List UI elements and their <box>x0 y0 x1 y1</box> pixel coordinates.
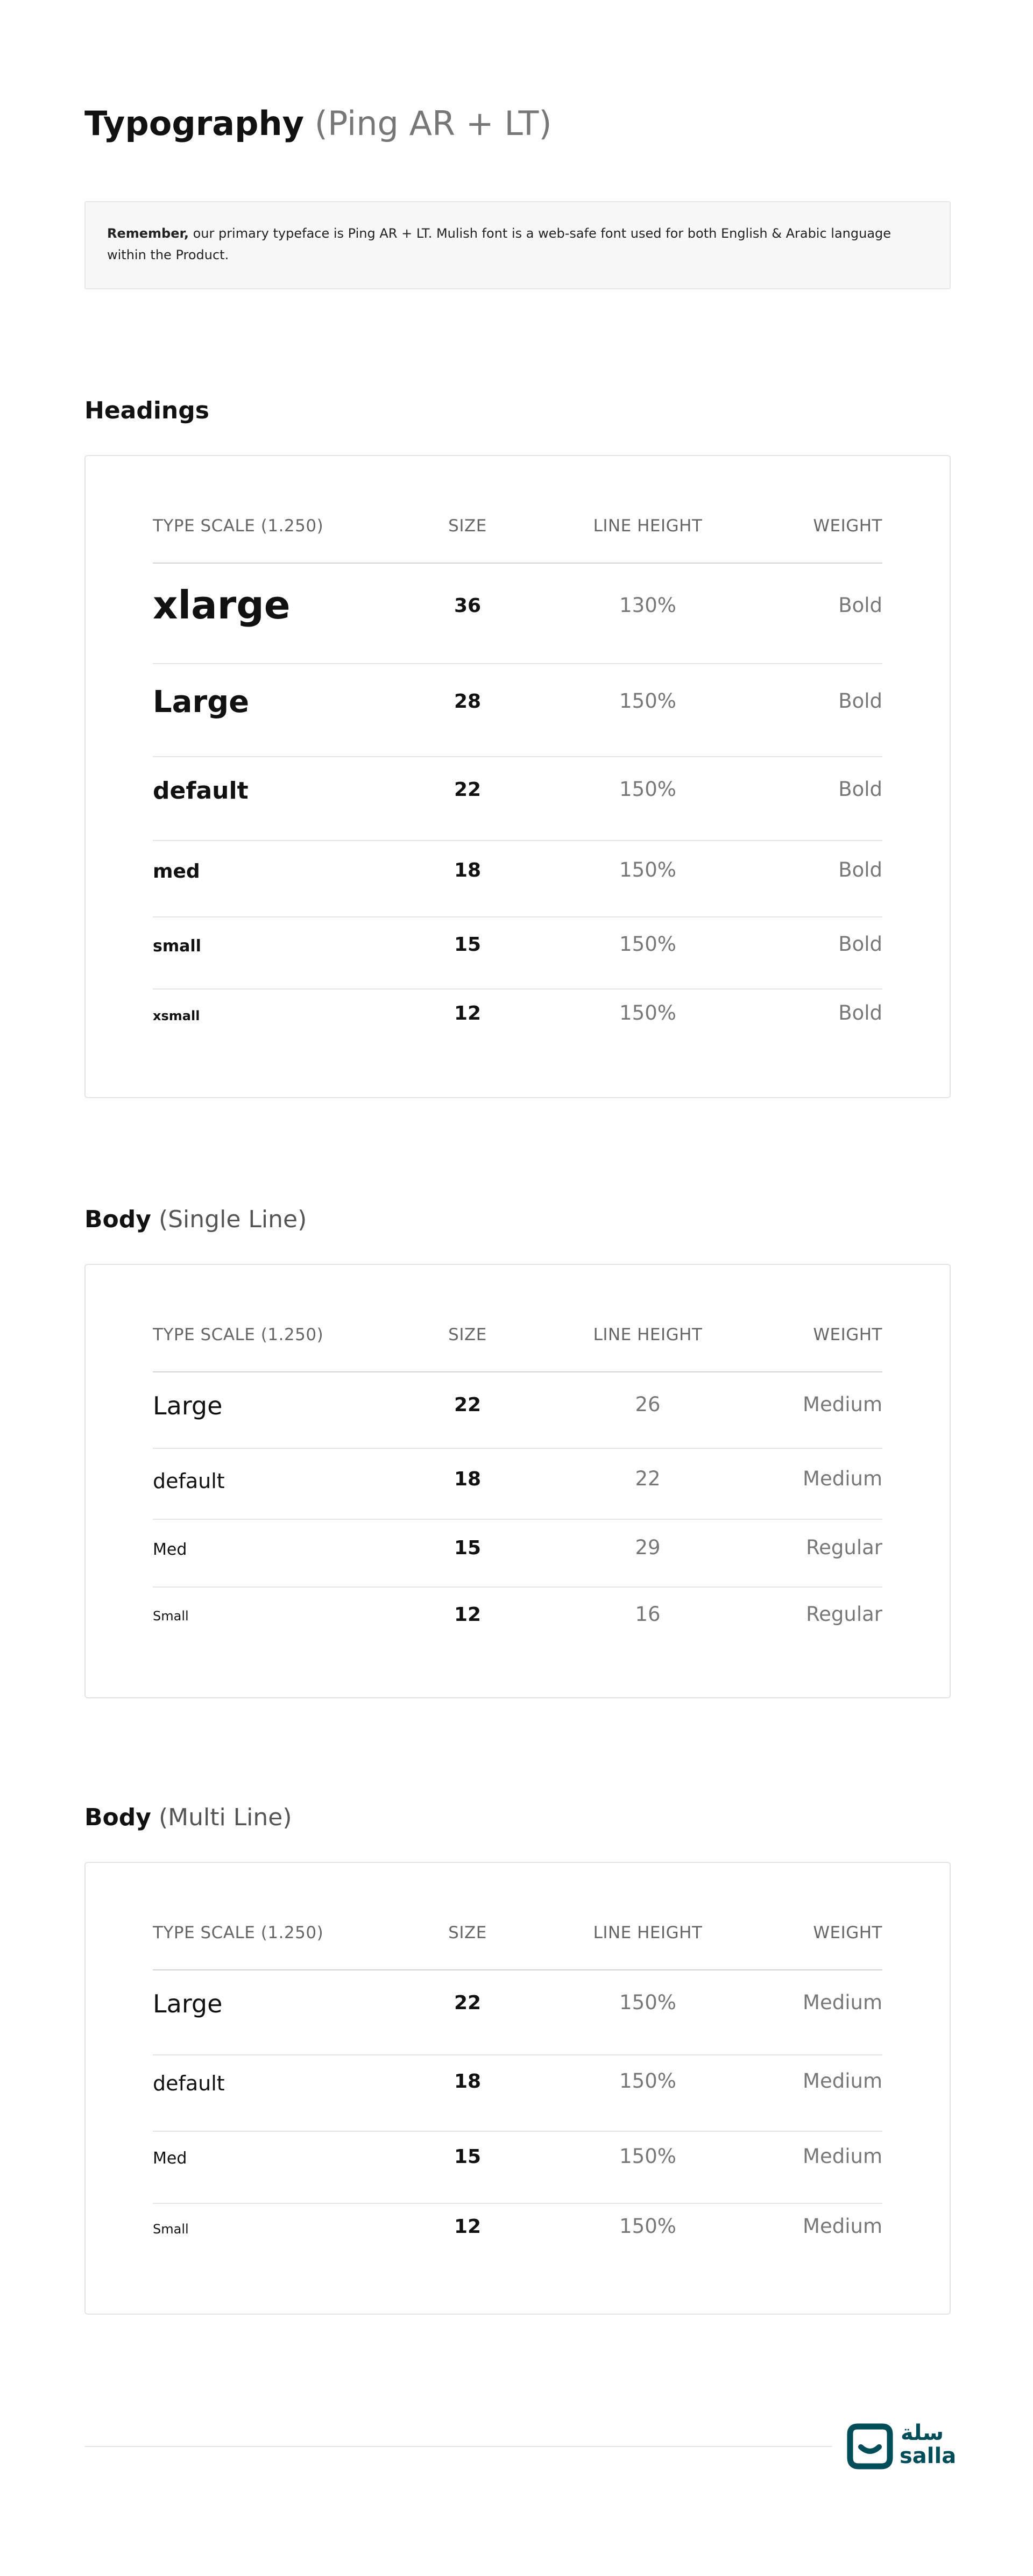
col-header-size-text: SIZE <box>448 516 487 536</box>
page-title <box>84 102 552 145</box>
body-row-name: Med <box>153 1540 187 1559</box>
header-divider <box>153 1969 882 1970</box>
heading-row-weight: Bold <box>838 858 882 881</box>
heading-row-size-text: 12 <box>454 1002 482 1024</box>
body-row-weight: Medium <box>803 2215 882 2238</box>
body-single-title-sub: (Single Line) <box>158 1206 307 1233</box>
body-multi-section-title <box>84 1803 292 1833</box>
body-row-name: default <box>153 2072 225 2095</box>
body-row-line-height-text: 150% <box>619 2145 676 2168</box>
heading-row-line-height-text: 130% <box>619 594 676 617</box>
body-row-weight: Regular <box>806 1603 882 1626</box>
heading-row-name: small <box>153 937 201 956</box>
col-header-weight: WEIGHT <box>813 1325 882 1344</box>
body-row-line-height-text: 150% <box>619 2069 676 2093</box>
body-single-section-title <box>84 1205 307 1235</box>
header-divider <box>153 563 882 564</box>
heading-row-name: xlarge <box>153 582 291 628</box>
heading-row-size-text: 15 <box>454 934 482 956</box>
body-row-name: Small <box>153 2222 189 2237</box>
row-divider <box>153 756 882 757</box>
body-row-name: Large <box>153 1989 223 2018</box>
heading-row-weight: Bold <box>838 689 882 713</box>
row-divider <box>153 840 882 841</box>
body-row-size-text: 18 <box>454 2070 482 2093</box>
body-row-size-text: 22 <box>454 1394 482 1416</box>
body-row-size-text: 15 <box>454 2146 482 2168</box>
row-divider <box>153 1519 882 1520</box>
body-row-weight: Medium <box>803 2069 882 2093</box>
row-divider <box>153 916 882 917</box>
body-row-name: Small <box>153 1609 189 1624</box>
page-title-subtitle: (Ping AR + LT) <box>314 104 552 143</box>
heading-row-size-text: 36 <box>454 595 482 617</box>
page-title-main: Typography <box>84 104 305 143</box>
body-row-size-text: 12 <box>454 1604 482 1626</box>
body-row-size-text: 22 <box>454 1992 482 2014</box>
headings-title-text: Headings <box>84 397 209 424</box>
headings-section-title <box>84 396 209 426</box>
row-divider <box>153 2203 882 2204</box>
col-header-type-scale: TYPE SCALE (1.250) <box>153 1325 324 1344</box>
heading-row-weight: Bold <box>838 933 882 956</box>
heading-row-name: xsmall <box>153 1008 200 1023</box>
heading-row-name: Large <box>153 685 250 720</box>
col-header-line-height-text: LINE HEIGHT <box>593 1325 703 1344</box>
typeface-note <box>84 201 951 289</box>
heading-row-line-height-text: 150% <box>619 689 676 713</box>
heading-row-line-height-text: 150% <box>619 778 676 801</box>
note-text: our primary typeface is Ping AR + LT. Mulish font is a web-safe font used for both English & Arabic language within the Product. <box>107 226 892 262</box>
row-divider <box>153 1586 882 1588</box>
body-row-line-height-text: 29 <box>635 1536 661 1559</box>
header-divider <box>153 1371 882 1372</box>
body-multi-title-main: Body <box>84 1804 151 1831</box>
body-row-weight: Medium <box>803 1393 882 1416</box>
col-header-size-text: SIZE <box>448 1923 487 1942</box>
heading-row-size-text: 28 <box>454 691 482 713</box>
body-row-line-height-text: 150% <box>619 1991 676 2014</box>
heading-row-line-height-text: 150% <box>619 933 676 956</box>
body-row-line-height-text: 26 <box>635 1393 661 1416</box>
row-divider <box>153 988 882 990</box>
body-row-size-text: 15 <box>454 1537 482 1559</box>
body-row-weight: Regular <box>806 1536 882 1559</box>
body-row-name: Large <box>153 1391 223 1420</box>
heading-row-weight: Bold <box>838 1001 882 1024</box>
body-row-name: default <box>153 1469 225 1493</box>
body-row-weight: Medium <box>803 2145 882 2168</box>
col-header-weight: WEIGHT <box>813 1923 882 1942</box>
col-header-line-height-text: LINE HEIGHT <box>593 516 703 536</box>
logo-latin-text: salla <box>900 2444 957 2468</box>
heading-row-weight: Bold <box>838 778 882 801</box>
row-divider <box>153 2131 882 2132</box>
logo-arabic-text: سلة <box>901 2421 944 2445</box>
body-multi-title-sub: (Multi Line) <box>158 1804 292 1831</box>
body-row-weight: Medium <box>803 1467 882 1490</box>
body-row-size-text: 18 <box>454 1468 482 1490</box>
heading-row-size-text: 18 <box>454 859 482 881</box>
body-single-table <box>84 1264 951 1698</box>
heading-row-size-text: 22 <box>454 779 482 801</box>
heading-row-line-height-text: 150% <box>619 1001 676 1024</box>
col-header-type-scale: TYPE SCALE (1.250) <box>153 516 324 536</box>
row-divider <box>153 1448 882 1449</box>
note-lead: Remember, <box>107 226 189 241</box>
body-row-line-height-text: 150% <box>619 2215 676 2238</box>
row-divider <box>153 2054 882 2055</box>
body-single-title-main: Body <box>84 1206 151 1233</box>
body-multi-table <box>84 1862 951 2315</box>
salla-logo <box>843 2420 957 2471</box>
body-row-line-height-text: 22 <box>635 1467 661 1490</box>
heading-row-name: med <box>153 860 200 883</box>
body-row-name: Med <box>153 2149 187 2168</box>
col-header-line-height-text: LINE HEIGHT <box>593 1923 703 1942</box>
heading-row-weight: Bold <box>838 594 882 617</box>
heading-row-name: default <box>153 777 249 805</box>
body-row-size-text: 12 <box>454 2216 482 2238</box>
col-header-size-text: SIZE <box>448 1325 487 1344</box>
col-header-weight: WEIGHT <box>813 516 882 536</box>
body-row-weight: Medium <box>803 1991 882 2014</box>
row-divider <box>153 663 882 664</box>
col-header-type-scale: TYPE SCALE (1.250) <box>153 1923 324 1942</box>
body-row-line-height-text: 16 <box>635 1603 661 1626</box>
heading-row-line-height-text: 150% <box>619 858 676 881</box>
footer-divider <box>84 2446 832 2447</box>
headings-table <box>84 455 951 1098</box>
